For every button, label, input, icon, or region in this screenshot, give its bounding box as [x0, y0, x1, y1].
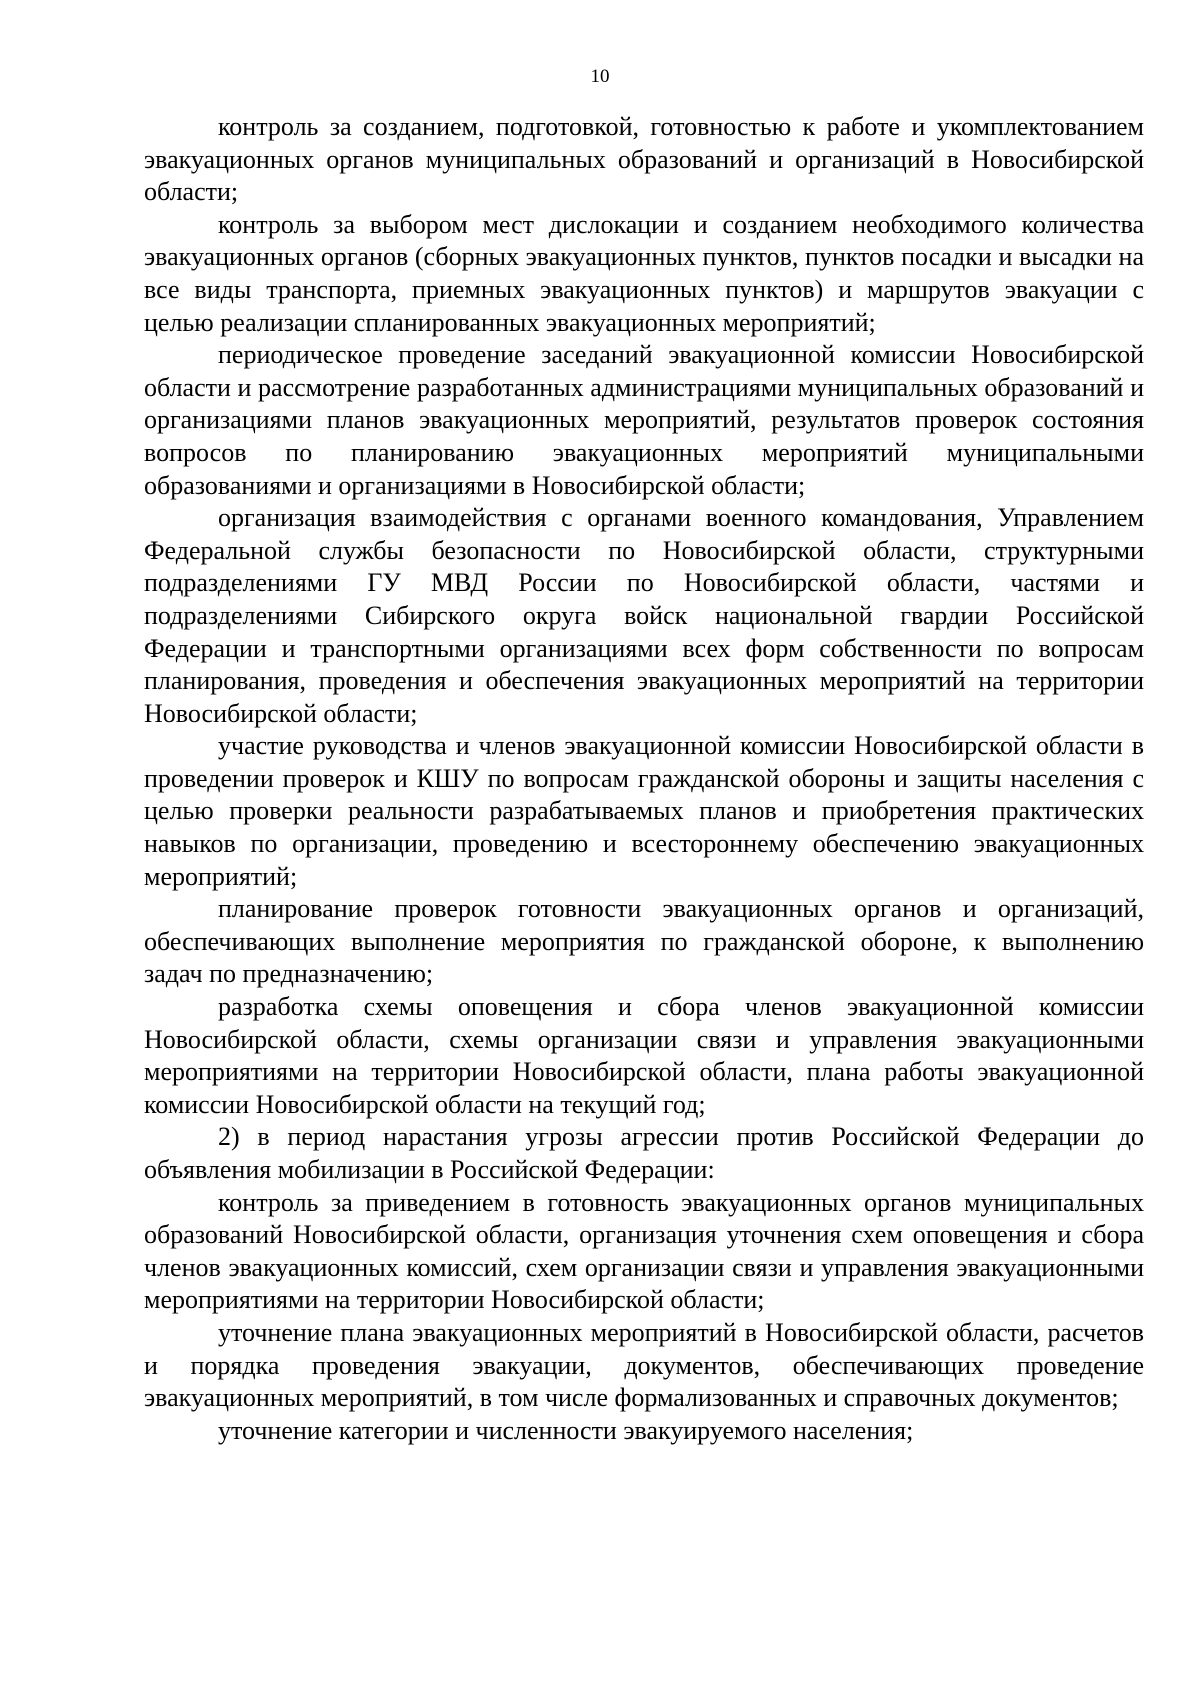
- paragraph: организация взаимодействия с органами военного командования, Управлением Федеральной службы безопасности по Новосибирской области, структурными подразделениями ГУ МВД России по Новосибирской области, частями и подразделениями Сибирского округа войск национальной гвардии Российской Федерации и транспортными организациями всех форм собственности по вопросам планирования, проведения и обеспечения эвакуационных мероприятий на территории Новосибирской области;: [144, 503, 1144, 728]
- paragraph: разработка схемы оповещения и сбора членов эвакуационной комиссии Новосибирской области, схемы организации связи и управления эвакуационными мероприятиями на территории Новосибирской области, плана работы эвакуационной комиссии Новосибирской области на текущий год;: [144, 992, 1144, 1119]
- paragraph-numbered: 2) в период нарастания угрозы агрессии против Российской Федерации до объявления мобилизации в Российской Федерации:: [144, 1122, 1144, 1184]
- paragraph: контроль за выбором мест дислокации и созданием необходимого количества эвакуационных органов (сборных эвакуационных пунктов, пунктов посадки и высадки на все виды транспорта, приемных эвакуационных пунктов) и маршрутов эвакуации с целью реализации спланированных эвакуационных мероприятий;: [144, 209, 1144, 337]
- paragraph: контроль за созданием, подготовкой, готовностью к работе и укомплектованием эвакуационных органов муниципальных образований и организаций в Новосибирской области;: [144, 112, 1144, 207]
- paragraph: уточнение категории и численности эвакуируемого населения;: [218, 1415, 914, 1445]
- paragraph: периодическое проведение заседаний эвакуационной комиссии Новосибирской области и рассмотрение разработанных администрациями муниципальных образований и организациями планов эвакуационных мероприятий, результатов проверок состояния вопросов по планированию эвакуационных мероприятий муниципальными образованиями и организациями в Новосибирской области;: [144, 340, 1144, 500]
- page-number: 10: [590, 66, 610, 87]
- body-text: [144, 111, 1144, 1447]
- paragraph: участие руководства и членов эвакуационной комиссии Новосибирской области в проведении проверок и КШУ по вопросам гражданской обороны и защиты населения с целью проверки реальности разрабатываемых планов и приобретения практических навыков по организации, проведению и всестороннему обеспечению эвакуационных мероприятий;: [144, 731, 1144, 891]
- paragraph: уточнение плана эвакуационных мероприятий в Новосибирской области, расчетов и порядка проведения эвакуации, документов, обеспечивающих проведение эвакуационных мероприятий, в том числе формализованных и справочных документов;: [144, 1317, 1144, 1413]
- paragraph: планирование проверок готовности эвакуационных органов и организаций, обеспечивающих выполнение мероприятия по гражданской обороне, к выполнению задач по предназначению;: [144, 894, 1144, 989]
- paragraph: контроль за приведением в готовность эвакуационных органов муниципальных образований Новосибирской области, организация уточнения схем оповещения и сбора членов эвакуационных комиссий, схем организации связи и управления эвакуационными мероприятиями на территории Новосибирской области;: [144, 1187, 1144, 1315]
